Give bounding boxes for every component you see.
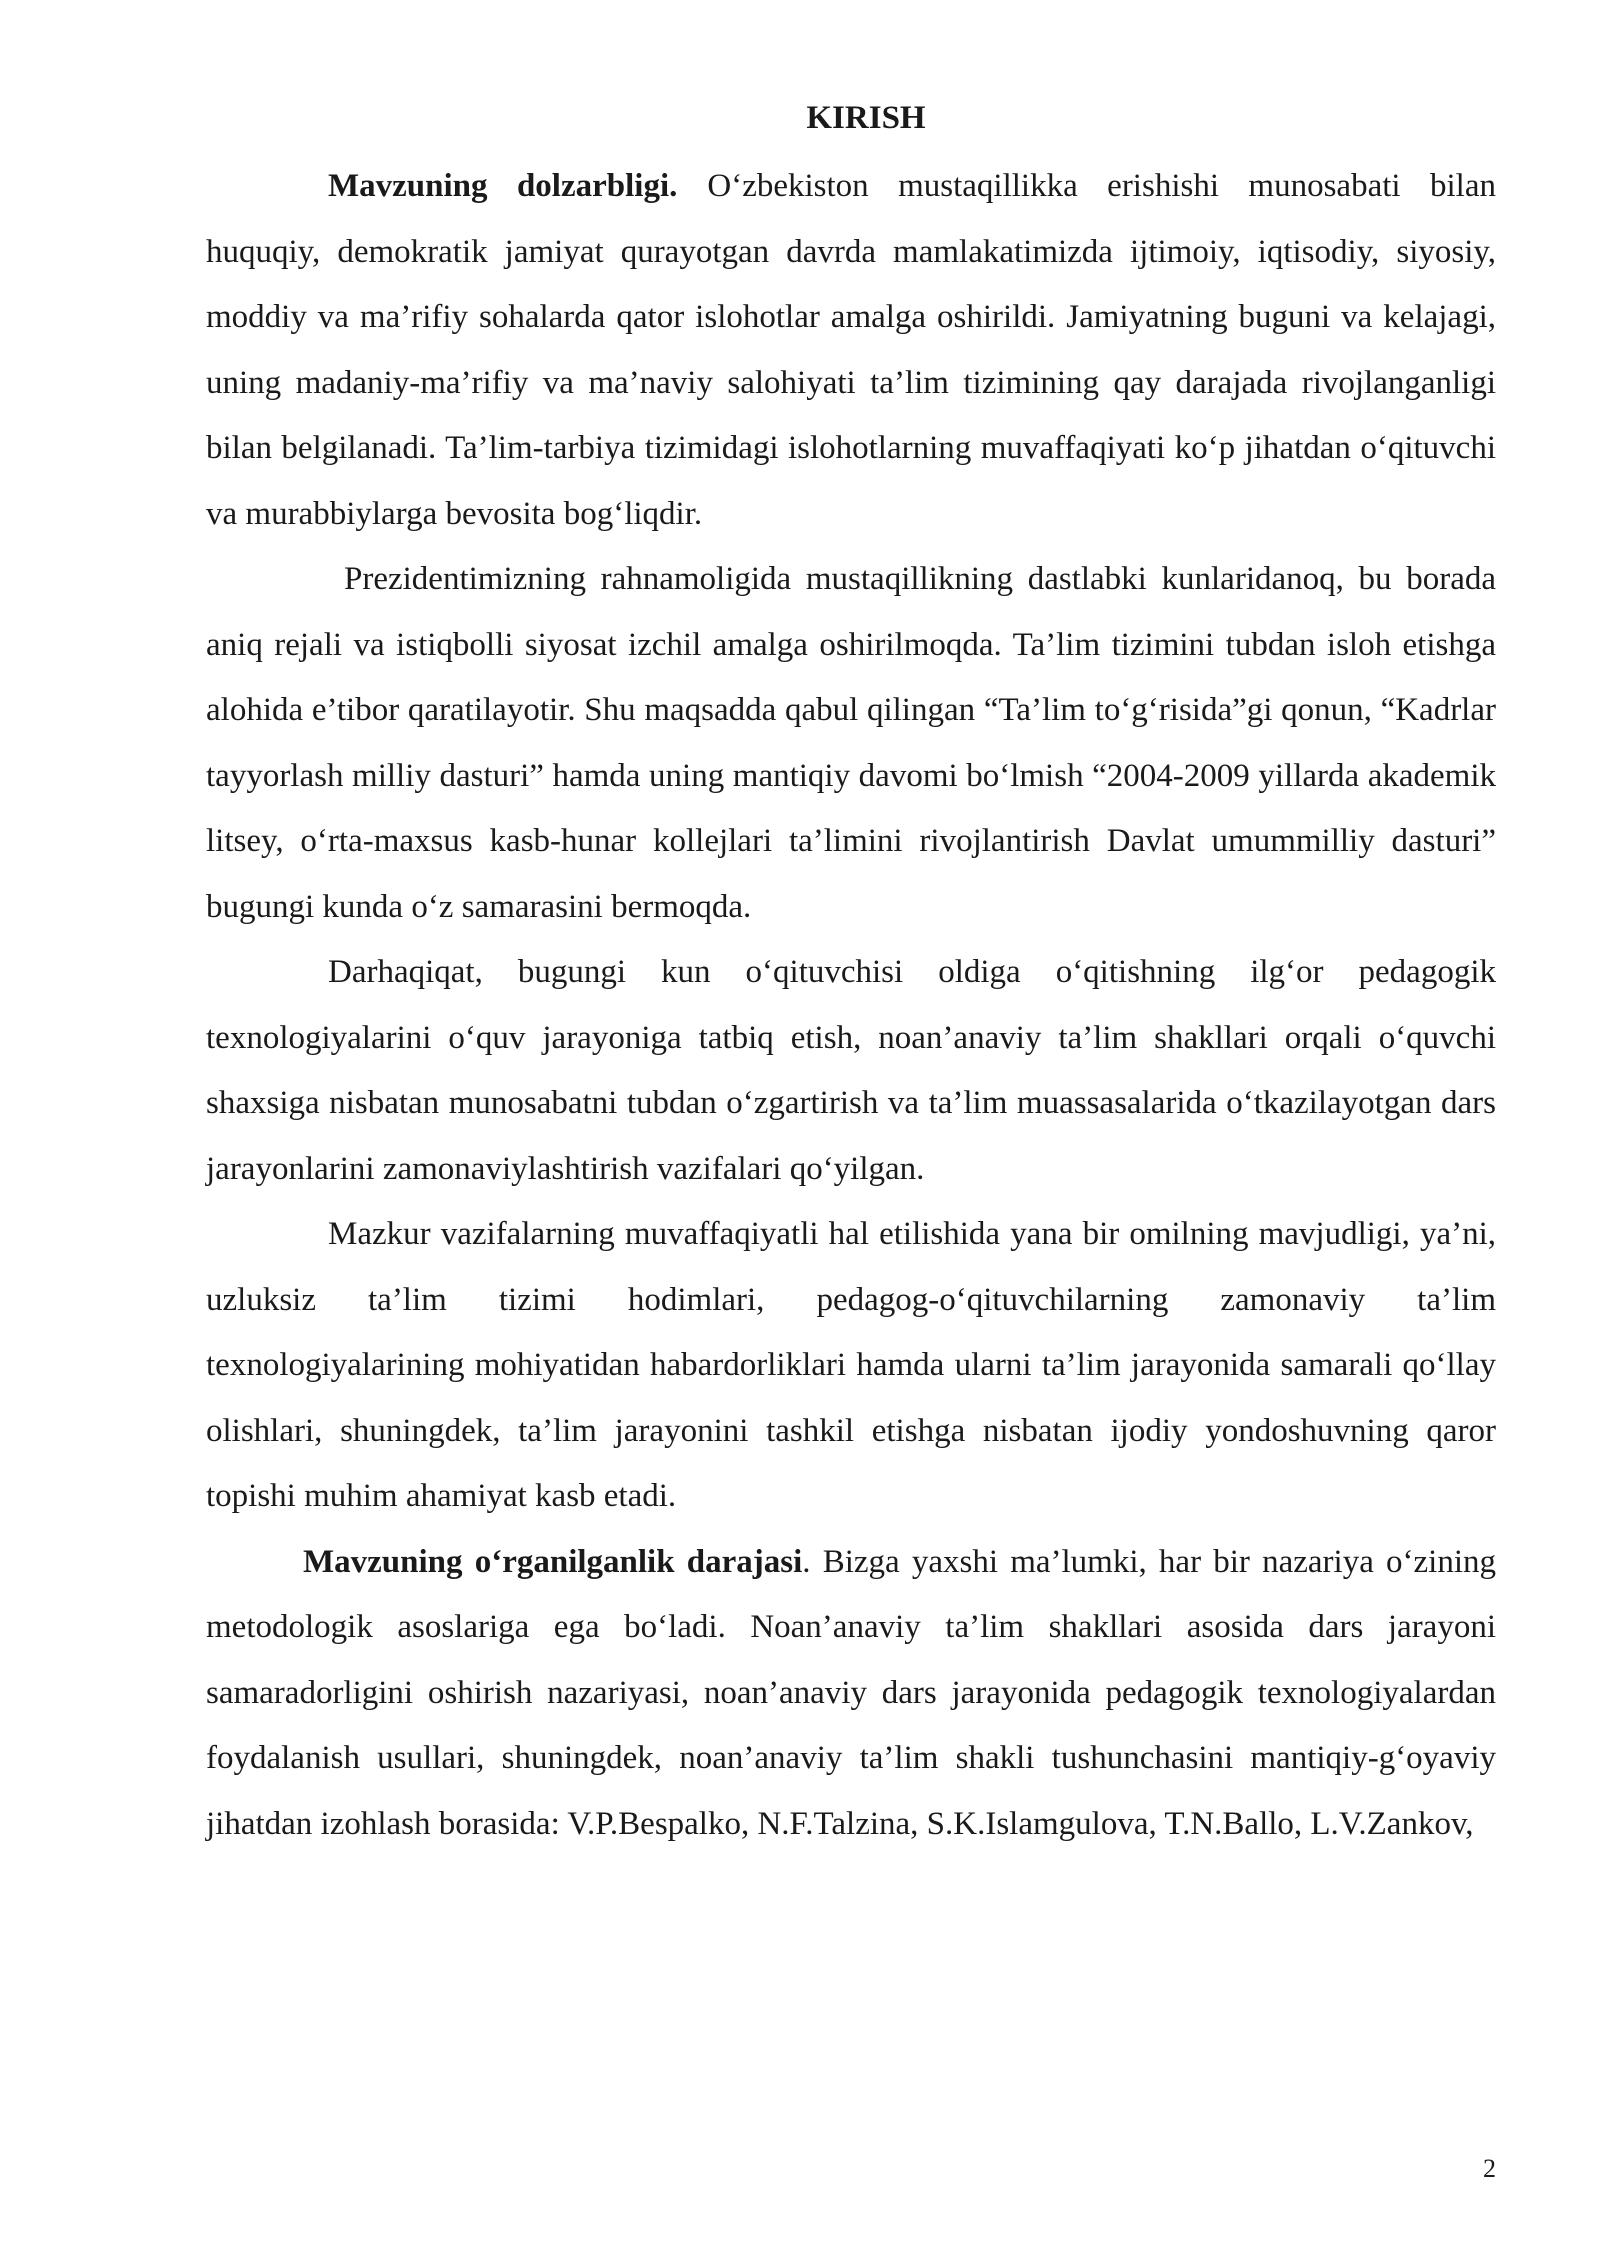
paragraph-study-level	[206, 1530, 1496, 1858]
document-page	[206, 92, 1496, 1857]
page-number: 2	[1483, 2154, 1496, 2183]
paragraph-lead-study-level: Mavzuning o‘rganilganlik darajasi	[303, 1543, 803, 1580]
paragraph-lead-relevance: Mavzuning dolzarbligi.	[328, 168, 678, 204]
paragraph-text-study-level: . Bizga yaxshi ma’lumki, har bir nazariya o‘zining metodologik asoslariga ega bo‘ladi. Noan’anaviy ta’lim shakllari asosida dars jarayoni samaradorligini oshirish nazariyasi, noan’anaviy dars jarayonida pedagogik texnologiyalardan foydalanish usullari, shuningdek, noan’anaviy ta’lim shakli tushunchasini mantiqiy-g‘oyaviy jihatdan izohlash borasida: V.P.Bespalko, N.F.Talzina, S.K.Islamgulova, T.N.Ballo, L.V.Zankov,	[206, 1543, 1496, 1842]
paragraph-relevance	[206, 154, 1496, 547]
paragraph-president: Prezidentimizning rahnamoligida mustaqillikning dastlabki kunlaridanoq, bu borada aniq rejali va istiqbolli siyosat izchil amalga oshirilmoqda. Ta’lim tizimini tubdan isloh etishga alohida e’tibor qaratilayotir. Shu maqsadda qabul qilingan “Ta’lim to‘g‘risida”gi qonun, “Kadrlar tayyorlash milliy dasturi” hamda uning mantiqiy davomi bo‘lmish “2004-2009 yillarda akademik litsey, o‘rta-maxsus kasb-hunar kollejlari ta’limini rivojlantirish Davlat umummilliy dasturi” bugungi kunda o‘z samarasini bermoqda.	[206, 561, 1496, 925]
paragraph-darhaqiqat: Darhaqiqat, bugungi kun o‘qituvchisi oldiga o‘qitishning ilg‘or pedagogik texnologiyalarini o‘quv jarayoniga tatbiq etish, noan’anaviy ta’lim shakllari orqali o‘quvchi shaxsiga nisbatan munosabatni tubdan o‘zgartirish va ta’lim muassasalarida o‘tkazilayotgan dars jarayonlarini zamonaviylashtirish vazifalari qo‘yilgan.	[206, 954, 1496, 1187]
paragraph-mazkur: Mazkur vazifalarning muvaffaqiyatli hal etilishida yana bir omilning mavjudligi, ya’ni, uzluksiz ta’lim tizimi hodimlari, pedagog-o‘qituvchilarning zamonaviy ta’lim texnologiyalarining mohiyatidan habardorliklari hamda ularni ta’lim jarayonida samarali qo‘llay olishlari, shuningdek, ta’lim jarayonini tashkil etishga nisbatan ijodiy yondoshuvning qaror topishi muhim ahamiyat kasb etadi.	[206, 1216, 1496, 1514]
page-title: KIRISH	[806, 100, 926, 136]
paragraph-text-relevance: O‘zbekiston mustaqillikka erishishi munosabati bilan huquqiy, demokratik jamiyat qurayotgan davrda mamlakatimizda ijtimoiy, iqtisodiy, siyosiy, moddiy va ma’rifiy sohalarda qator islohotlar amalga oshirildi. Jamiyatning buguni va kelajagi, uning madaniy-ma’rifiy va ma’naviy salohiyati ta’lim tizimining qay darajada rivojlanganligi bilan belgilanadi. Ta’lim-tarbiya tizimidagi islohotlarning muvaffaqiyati ko‘p jihatdan o‘qituvchi va murabbiylarga bevosita bog‘liqdir.	[206, 168, 1496, 532]
